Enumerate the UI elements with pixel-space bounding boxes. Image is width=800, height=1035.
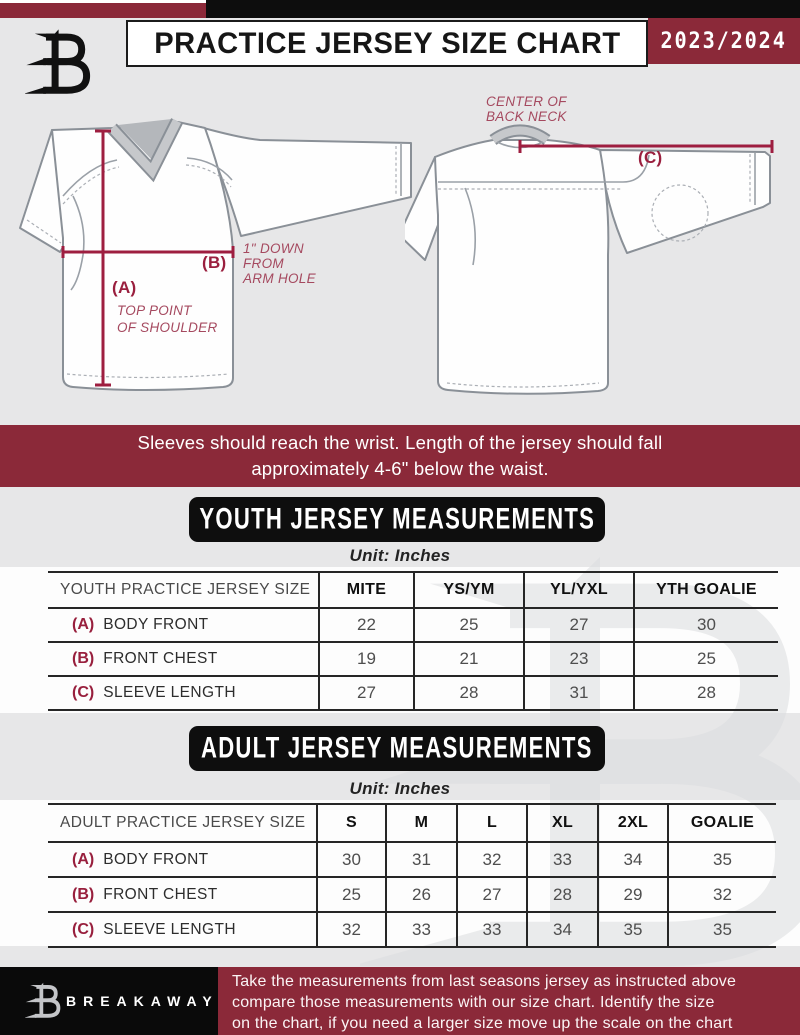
youth-b-ylyxl: 23 [523, 643, 633, 677]
table-row: (B) FRONT CHEST [48, 643, 318, 677]
adult-c-l: 33 [456, 913, 526, 948]
adult-a-s: 30 [316, 843, 385, 878]
table-row: (A) BODY FRONT [48, 609, 318, 643]
note-top-point-of-shoulder: TOP POINT OF SHOULDER [117, 303, 218, 335]
note-center-of-back-neck: CENTER OF BACK NECK [486, 94, 567, 124]
adult-size-table [48, 803, 776, 948]
adult-b-s: 25 [316, 878, 385, 913]
season-badge [648, 18, 800, 64]
table-row: (C) SLEEVE LENGTH [48, 677, 318, 711]
table-row: (A) BODY FRONT [48, 843, 316, 878]
adult-a-xl: 33 [526, 843, 597, 878]
youth-c-goalie: 28 [633, 677, 778, 711]
youth-a-ylyxl: 27 [523, 609, 633, 643]
page-title: PRACTICE JERSEY SIZE CHART [153, 26, 621, 60]
youth-c-mite: 27 [318, 677, 413, 711]
adult-c-m: 33 [385, 913, 456, 948]
youth-b-ysym: 21 [413, 643, 523, 677]
top-strip-maroon [0, 3, 206, 18]
adult-a-goalie: 35 [667, 843, 776, 878]
adult-b-2xl: 29 [597, 878, 667, 913]
youth-b-mite: 19 [318, 643, 413, 677]
youth-table-title-col: YOUTH PRACTICE JERSEY SIZE [48, 573, 318, 609]
adult-c-xl: 34 [526, 913, 597, 948]
adult-c-goalie: 35 [667, 913, 776, 948]
youth-b-goalie: 25 [633, 643, 778, 677]
adult-a-l: 32 [456, 843, 526, 878]
adult-b-goalie: 32 [667, 878, 776, 913]
measurement-lines [0, 95, 800, 425]
youth-a-ysym: 25 [413, 609, 523, 643]
adult-col-xl: XL [526, 805, 597, 843]
table-row: (B) FRONT CHEST [48, 878, 316, 913]
brand-logo [25, 26, 95, 100]
fit-instruction-banner [0, 425, 800, 487]
youth-col-goalie: YTH GOALIE [633, 573, 778, 609]
youth-a-mite: 22 [318, 609, 413, 643]
fit-instruction-line2: approximately 4-6" below the waist. [251, 458, 549, 479]
youth-col-ysym: YS/YM [413, 573, 523, 609]
fit-instruction-line1: Sleeves should reach the wrist. Length of the jersey should fall [137, 432, 663, 453]
adult-table-title-col: ADULT PRACTICE JERSEY SIZE [48, 805, 316, 843]
adult-section-heading: ADULT JERSEY MEASUREMENTS [189, 726, 605, 771]
adult-c-s: 32 [316, 913, 385, 948]
youth-col-ylyxl: YL/YXL [523, 573, 633, 609]
label-b: (B) [202, 253, 227, 272]
footer-brand-name: BREAKAWAY [66, 993, 219, 1009]
youth-c-ylyxl: 31 [523, 677, 633, 711]
youth-size-table [48, 571, 778, 711]
adult-c-2xl: 35 [597, 913, 667, 948]
label-c: (C) [638, 148, 663, 167]
note-down-from-armhole: 1" DOWN FROM ARM HOLE [243, 241, 316, 286]
adult-unit-label: Unit: Inches [349, 779, 451, 798]
youth-col-mite: MITE [318, 573, 413, 609]
label-a: (A) [112, 278, 137, 297]
youth-section-heading: YOUTH JERSEY MEASUREMENTS [189, 497, 605, 542]
youth-c-ysym: 28 [413, 677, 523, 711]
youth-a-goalie: 30 [633, 609, 778, 643]
season-label: 2023/2024 [660, 28, 788, 54]
adult-col-goalie: GOALIE [667, 805, 776, 843]
adult-b-xl: 28 [526, 878, 597, 913]
page-title-box [126, 20, 648, 67]
adult-col-2xl: 2XL [597, 805, 667, 843]
top-strip-black [206, 0, 800, 18]
table-row: (C) SLEEVE LENGTH [48, 913, 316, 948]
youth-unit-label: Unit: Inches [349, 546, 451, 565]
adult-col-m: M [385, 805, 456, 843]
footer-instructions: Take the measurements from last seasons jersey as instructed above compare those measurements with our size chart. Identify the size on the chart, if you need a larger size move up the scale on the chart [232, 973, 737, 1032]
footer-brand-logo [25, 981, 63, 1021]
adult-col-l: L [456, 805, 526, 843]
adult-b-l: 27 [456, 878, 526, 913]
adult-b-m: 26 [385, 878, 456, 913]
adult-a-m: 31 [385, 843, 456, 878]
adult-col-s: S [316, 805, 385, 843]
adult-a-2xl: 34 [597, 843, 667, 878]
